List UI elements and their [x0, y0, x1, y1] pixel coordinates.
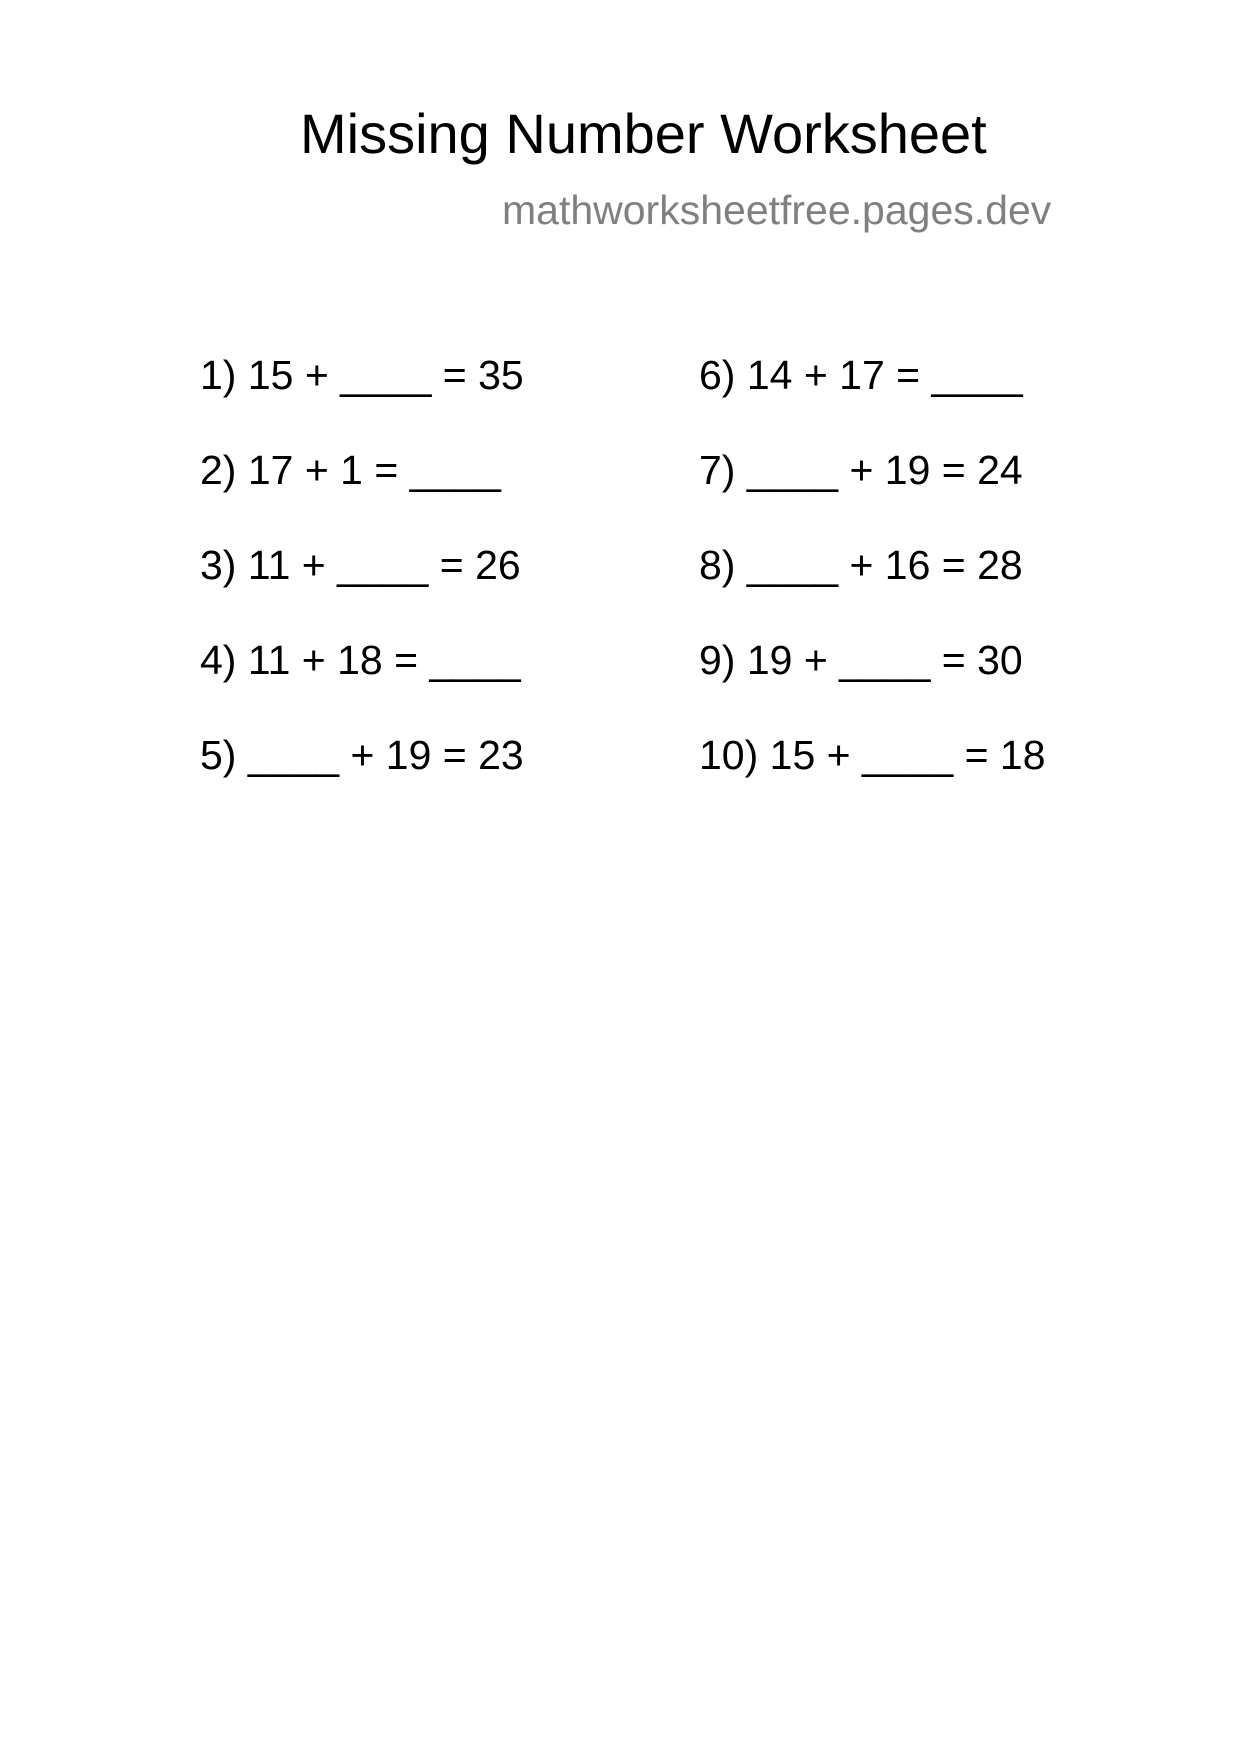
problem-3: 3) 11 + ____ = 26: [200, 542, 521, 588]
problem-column-right: [699, 345, 1240, 820]
problem-9: 9) 19 + ____ = 30: [699, 637, 1023, 683]
page-title: Missing Number Worksheet: [300, 102, 987, 165]
problem-7: 7) ____ + 19 = 24: [699, 447, 1023, 493]
problem-10: 10) 15 + ____ = 18: [699, 732, 1046, 778]
problem-column-left: [200, 345, 760, 820]
source-url: mathworksheetfree.pages.dev: [502, 187, 1052, 233]
problem-6: 6) 14 + 17 = ____: [699, 352, 1023, 398]
problem-2: 2) 17 + 1 = ____: [200, 447, 501, 493]
problem-4: 4) 11 + 18 = ____: [200, 637, 521, 683]
problem-5: 5) ____ + 19 = 23: [200, 732, 524, 778]
problem-8: 8) ____ + 16 = 28: [699, 542, 1023, 588]
problem-1: 1) 15 + ____ = 35: [200, 352, 524, 398]
